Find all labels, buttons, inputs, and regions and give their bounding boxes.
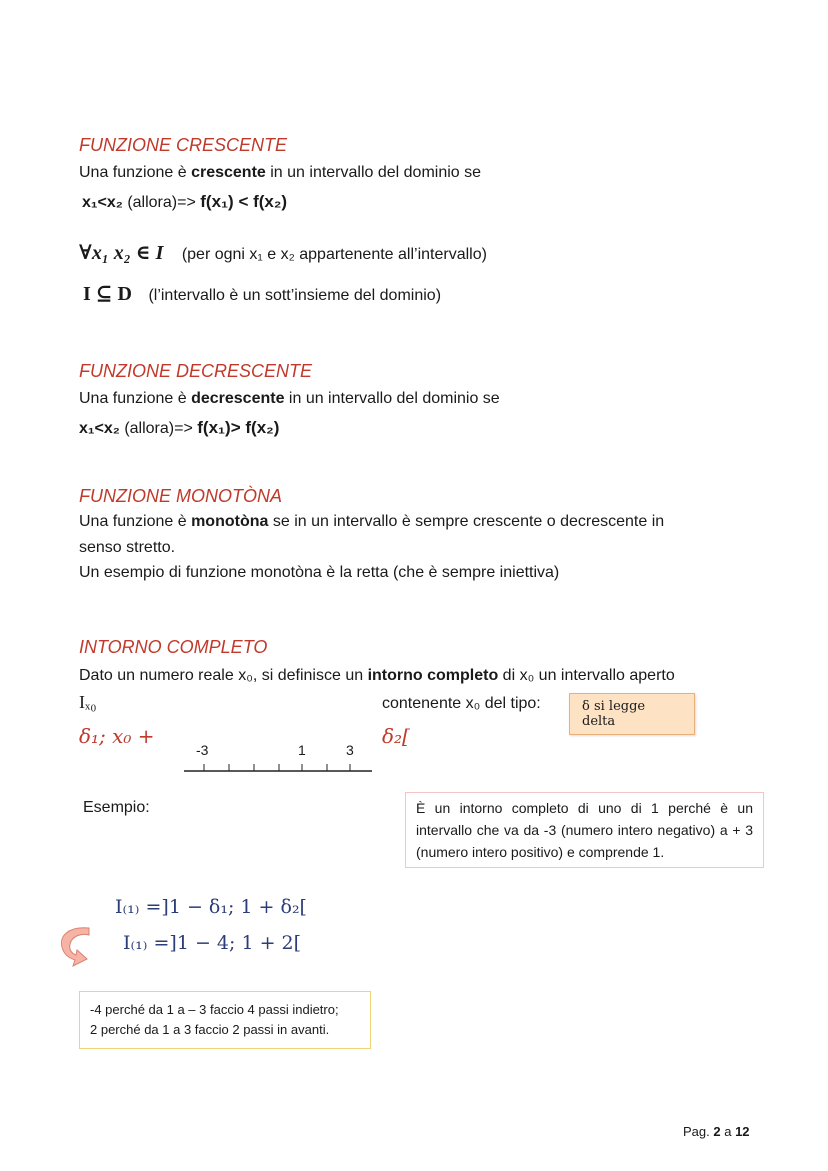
number-line-axis — [184, 758, 374, 774]
page-prefix: Pag. — [683, 1124, 714, 1139]
delta-note-box: δ si legge delta — [569, 693, 695, 735]
crescente-cond-a: x₁<x₂ — [82, 194, 123, 211]
intorno-def-pre: Dato un numero reale x₀, si definisce un — [79, 667, 368, 684]
crescente-cond-mid: (allora)=> — [122, 194, 201, 211]
explanation-line1: -4 perché da 1 a – 3 faccio 4 passi indietro; — [90, 1002, 339, 1017]
crescente-def-bold: crescente — [191, 164, 266, 181]
decrescente-def-bold: decrescente — [191, 390, 285, 407]
intorno-def-bold: intorno completo — [367, 667, 499, 684]
forall-note: (per ogni x₁ e x₂ appartenente all’intervallo) — [181, 246, 487, 263]
crescente-def-pre: Una funzione è — [79, 164, 192, 181]
number-line-label-minus3: -3 — [196, 742, 209, 758]
decrescente-def-pre: Una funzione è — [79, 390, 192, 407]
intorno-def-post: di x₀ un intervallo aperto — [498, 667, 675, 684]
math-left-red: δ₁; x₀ + — [79, 724, 155, 748]
crescente-cond-b: f(x₁) < f(x₂) — [200, 192, 288, 211]
heading-funzione-crescente: FUNZIONE CRESCENTE — [79, 135, 288, 155]
page-total: 12 — [735, 1124, 750, 1139]
monotona-def-post: se in un intervallo è sempre crescente o decrescente in — [268, 513, 665, 530]
esempio-label: Esempio: — [83, 799, 150, 816]
page-mid: a — [720, 1124, 736, 1139]
subset-note: (l’intervallo è un sott’insieme del dominio) — [148, 287, 442, 304]
page-number — [683, 1124, 750, 1139]
monotona-line2: senso stretto. — [79, 539, 176, 556]
monotona-definition — [79, 513, 749, 531]
decrescente-cond-a: x₁<x₂ — [79, 420, 120, 437]
contenente-text: contenente x₀ del tipo: — [382, 695, 541, 712]
formula-general: I₍₁₎ =]1 − δ₁; 1 + δ₂[ — [115, 896, 307, 918]
forall-math: ∀x₁ x₂ ∈ I — [79, 242, 164, 264]
heading-intorno-completo: INTORNO COMPLETO — [79, 637, 268, 657]
decrescente-condition — [79, 418, 279, 438]
number-line — [184, 740, 374, 776]
example-box: È un intorno completo di uno di 1 perché è un intervallo che va da -3 (numero intero negativo) a + 3 (numero intero positivo) e comprende 1. — [405, 792, 764, 868]
decrescente-def-post: in un intervallo del dominio se — [284, 390, 500, 407]
page-current: 2 — [713, 1124, 721, 1139]
forall-line — [79, 240, 487, 265]
heading-funzione-monotona: FUNZIONE MONOTÒNA — [79, 486, 282, 506]
number-line-label-1: 1 — [298, 742, 306, 758]
explanation-box — [79, 991, 371, 1049]
subset-math: I ⊆ D — [83, 283, 132, 305]
crescente-condition — [82, 192, 287, 212]
monotona-example: Un esempio di funzione monotòna è la retta (che è sempre iniettiva) — [79, 564, 560, 581]
monotona-def-bold: monotòna — [191, 513, 269, 530]
crescente-def-post: in un intervallo del dominio se — [265, 164, 482, 181]
monotona-def-pre: Una funzione è — [79, 513, 192, 530]
decrescente-cond-mid: (allora)=> — [119, 420, 198, 437]
subset-line — [83, 281, 441, 306]
heading-funzione-decrescente: FUNZIONE DECRESCENTE — [79, 361, 313, 381]
decrescente-cond-b: f(x₁)> f(x₂) — [197, 418, 280, 437]
formula-example: I₍₁₎ =]1 − 4; 1 + 2[ — [123, 932, 302, 954]
curved-arrow-icon — [55, 922, 95, 972]
ix0-symbol: Iₓ₀ — [79, 692, 97, 712]
number-line-label-3: 3 — [346, 742, 354, 758]
crescente-definition — [79, 164, 481, 182]
decrescente-definition — [79, 390, 500, 408]
explanation-line2: 2 perché da 1 a 3 faccio 2 passi in avanti. — [90, 1022, 330, 1037]
intorno-definition — [79, 667, 675, 685]
math-right-red: δ₂[ — [382, 724, 410, 748]
